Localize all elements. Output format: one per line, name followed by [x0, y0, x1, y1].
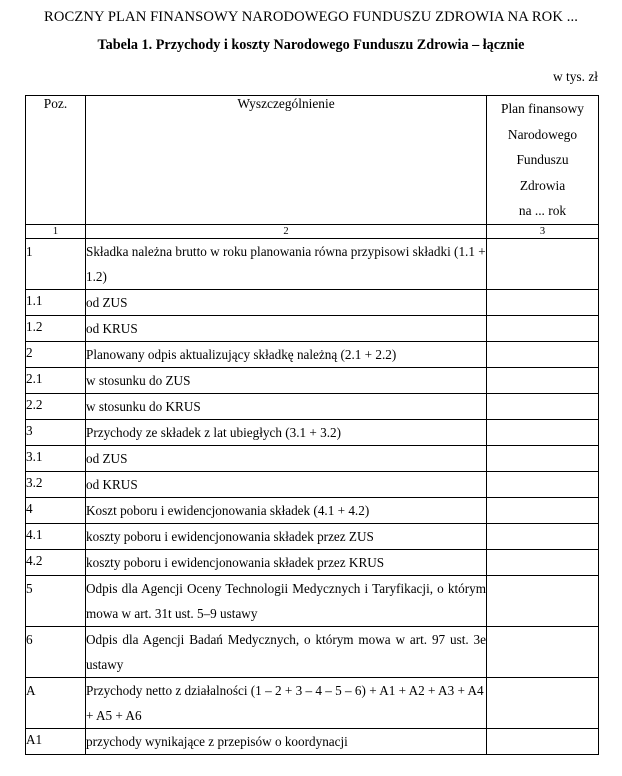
table-row	[26, 367, 599, 393]
row-plan-value	[487, 393, 599, 419]
table-row	[26, 471, 599, 497]
row-position: 6	[26, 626, 86, 677]
row-position: 2.2	[26, 393, 86, 419]
table-row	[26, 728, 599, 754]
column-header-description: Wyszczególnienie	[86, 96, 487, 225]
row-description: Przychody netto z działalności (1 – 2 + 3 – 4 – 5 – 6) + A1 + A2 + A3 + A4 + A5 + A6	[86, 677, 487, 728]
table-body	[26, 238, 599, 754]
table-row	[26, 341, 599, 367]
plan-header-line-4: Zdrowia	[519, 177, 566, 193]
row-position: A	[26, 677, 86, 728]
row-position: 1	[26, 238, 86, 289]
page-title: ROCZNY PLAN FINANSOWY NARODOWEGO FUNDUSZU ZDROWIA NA ROK ...	[44, 9, 578, 25]
row-position: 4	[26, 497, 86, 523]
row-description: w stosunku do KRUS	[86, 393, 487, 419]
row-position: 3.1	[26, 445, 86, 471]
row-plan-value	[487, 626, 599, 677]
table-header	[26, 96, 599, 239]
table-row	[26, 393, 599, 419]
row-description: Przychody ze składek z lat ubiegłych (3.1 + 3.2)	[86, 419, 487, 445]
row-position: A1	[26, 728, 86, 754]
row-position: 1.1	[26, 289, 86, 315]
row-plan-value	[487, 497, 599, 523]
column-number-1: 1	[26, 224, 86, 238]
row-plan-value	[487, 289, 599, 315]
table-row	[26, 315, 599, 341]
plan-header-line-1: Plan finansowy	[501, 101, 584, 117]
row-plan-value	[487, 471, 599, 497]
row-plan-value	[487, 367, 599, 393]
row-plan-value	[487, 315, 599, 341]
row-position: 4.1	[26, 523, 86, 549]
row-position: 3	[26, 419, 86, 445]
row-position: 4.2	[26, 549, 86, 575]
row-description: od ZUS	[86, 289, 487, 315]
row-position: 2	[26, 341, 86, 367]
row-description: koszty poboru i ewidencjonowania składek przez ZUS	[86, 523, 487, 549]
row-position: 3.2	[26, 471, 86, 497]
row-description: w stosunku do ZUS	[86, 367, 487, 393]
table-caption: Tabela 1. Przychody i koszty Narodowego Funduszu Zdrowia – łącznie	[97, 37, 525, 54]
table-row	[26, 549, 599, 575]
plan-header-line-2: Narodowego	[507, 126, 578, 142]
header-row	[26, 96, 599, 225]
column-header-position: Poz.	[26, 96, 86, 225]
column-number-3: 3	[487, 224, 599, 238]
table-row	[26, 575, 599, 626]
row-description: od KRUS	[86, 315, 487, 341]
unit-label: w tys. zł	[552, 68, 598, 84]
row-description: koszty poboru i ewidencjonowania składek przez KRUS	[86, 549, 487, 575]
row-plan-value	[487, 419, 599, 445]
row-position: 5	[26, 575, 86, 626]
table-row	[26, 289, 599, 315]
row-description: Koszt poboru i ewidencjonowania składek (4.1 + 4.2)	[86, 497, 487, 523]
plan-header-line-3: Funduszu	[516, 152, 569, 168]
row-plan-value	[487, 523, 599, 549]
row-plan-value	[487, 445, 599, 471]
row-description: od KRUS	[86, 471, 487, 497]
column-number-row	[26, 224, 599, 238]
row-plan-value	[487, 677, 599, 728]
table-row	[26, 677, 599, 728]
table-row	[26, 445, 599, 471]
table-container	[0, 85, 622, 755]
row-plan-value	[487, 341, 599, 367]
table-row	[26, 626, 599, 677]
row-position: 2.1	[26, 367, 86, 393]
row-description: Odpis dla Agencji Badań Medycznych, o którym mowa w art. 97 ust. 3e ustawy	[86, 626, 487, 677]
row-description: Odpis dla Agencji Oceny Technologii Medycznych i Taryfikacji, o którym mowa w art. 31t ust. 5–9 ustawy	[86, 575, 487, 626]
table-row	[26, 419, 599, 445]
row-position: 1.2	[26, 315, 86, 341]
table-row	[26, 523, 599, 549]
row-description: Planowany odpis aktualizujący składkę należną (2.1 + 2.2)	[86, 341, 487, 367]
row-description: od ZUS	[86, 445, 487, 471]
table-row	[26, 238, 599, 289]
column-header-plan	[487, 96, 599, 225]
row-plan-value	[487, 575, 599, 626]
row-description: przychody wynikające z przepisów o koordynacji	[86, 728, 487, 754]
row-plan-value	[487, 728, 599, 754]
column-number-2: 2	[86, 224, 487, 238]
row-plan-value	[487, 549, 599, 575]
row-plan-value	[487, 238, 599, 289]
financial-plan-table	[25, 95, 599, 755]
row-description: Składka należna brutto w roku planowania równa przypisowi składki (1.1 + 1.2)	[86, 238, 487, 289]
table-row	[26, 497, 599, 523]
plan-header-line-5: na ... rok	[518, 203, 567, 219]
